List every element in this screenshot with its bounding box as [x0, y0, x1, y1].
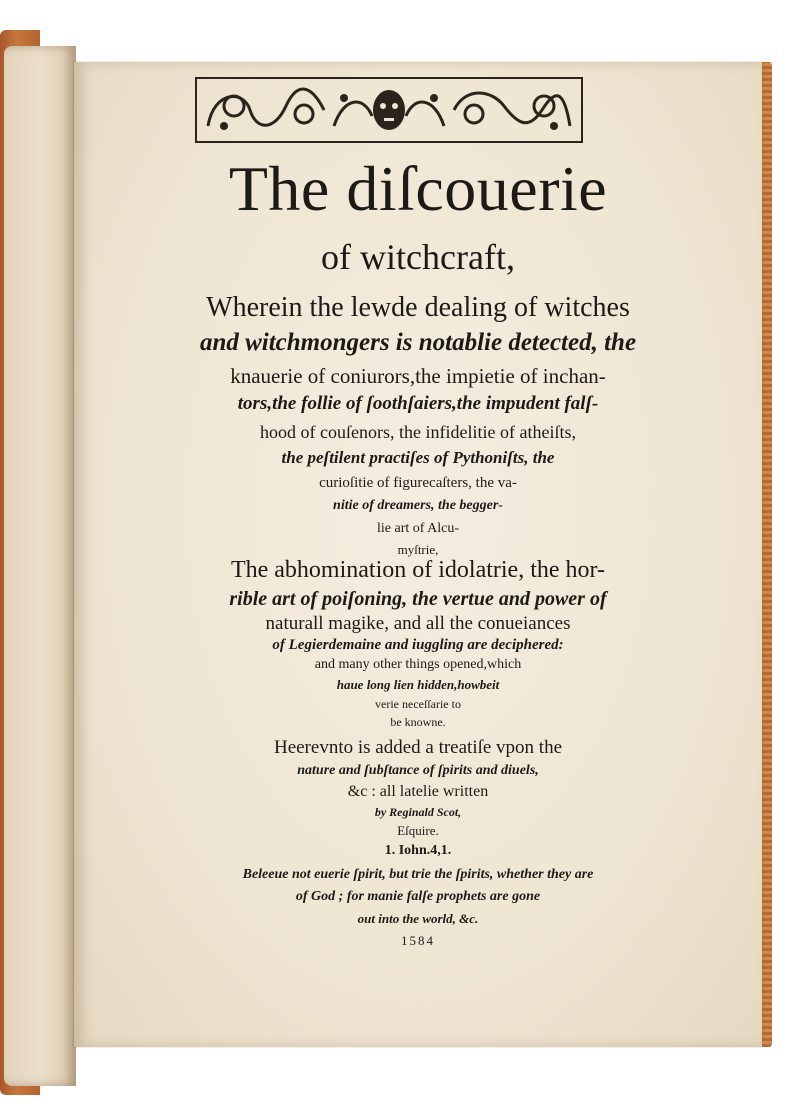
- text-line: curioſitie of figurecaſters, the va-: [319, 475, 517, 491]
- text-line: naturall magike, and all the conueiances: [265, 613, 571, 634]
- text-line: be knowne.: [390, 715, 446, 729]
- publication-year: 1584: [401, 933, 435, 948]
- text-line: lie art of Alcu-: [376, 521, 460, 536]
- text-line: haue long lien hidden,howbeit: [336, 677, 500, 692]
- text-line: the peſtilent practiſes of Pythoniſts, the: [281, 448, 555, 467]
- author-title: Eſquire.: [397, 823, 439, 838]
- title-page-text: [74, 62, 762, 1047]
- title-line-1: The diſcouerie: [228, 153, 608, 224]
- text-line: Wherein the lewde dealing of witches: [206, 292, 630, 323]
- scripture-quote-line: Beleeue not euerie ſpirit, but trie the ſpirits, whether they are: [242, 867, 594, 882]
- text-line: verie neceſſarie to: [375, 697, 461, 711]
- text-line: The abhomination of idolatrie, the hor-: [230, 557, 606, 583]
- text-line: tors,the follie of ſoothſaiers,the impudent falſ-: [237, 393, 599, 414]
- facing-page-edge: [4, 46, 76, 1086]
- text-line: myſtrie,: [397, 542, 439, 557]
- scripture-quote-line: of God ; for manie falſe prophets are gone: [295, 889, 541, 904]
- text-line: and witchmongers is notablie detected, the: [199, 329, 637, 356]
- title-line-2: of witchcraft,: [321, 237, 515, 277]
- scripture-quote-line: out into the world, &c.: [357, 911, 479, 926]
- text-line: nitie of dreamers, the begger-: [333, 498, 503, 513]
- text-line: nature and ſubſtance of ſpirits and diuels,: [297, 763, 539, 778]
- woodcut-headpiece-ornament-icon: [194, 76, 584, 144]
- text-line: knauerie of coniurors,the impietie of inchan-: [230, 364, 606, 388]
- text-line: and many other things opened,which: [314, 657, 522, 672]
- text-line: Heerevnto is added a treatiſe vpon the: [273, 737, 563, 758]
- scripture-reference: 1. Iohn.4,1.: [384, 843, 452, 858]
- author-line: by Reginald Scot,: [374, 805, 462, 819]
- text-line: &c : all latelie written: [347, 783, 489, 800]
- text-line: hood of couſenors, the infidelitie of atheiſts,: [260, 422, 576, 442]
- title-page: [74, 62, 762, 1047]
- text-line: rible art of poiſoning, the vertue and power of: [229, 588, 607, 610]
- text-line: of Legierdemaine and iuggling are deciphered:: [272, 637, 564, 653]
